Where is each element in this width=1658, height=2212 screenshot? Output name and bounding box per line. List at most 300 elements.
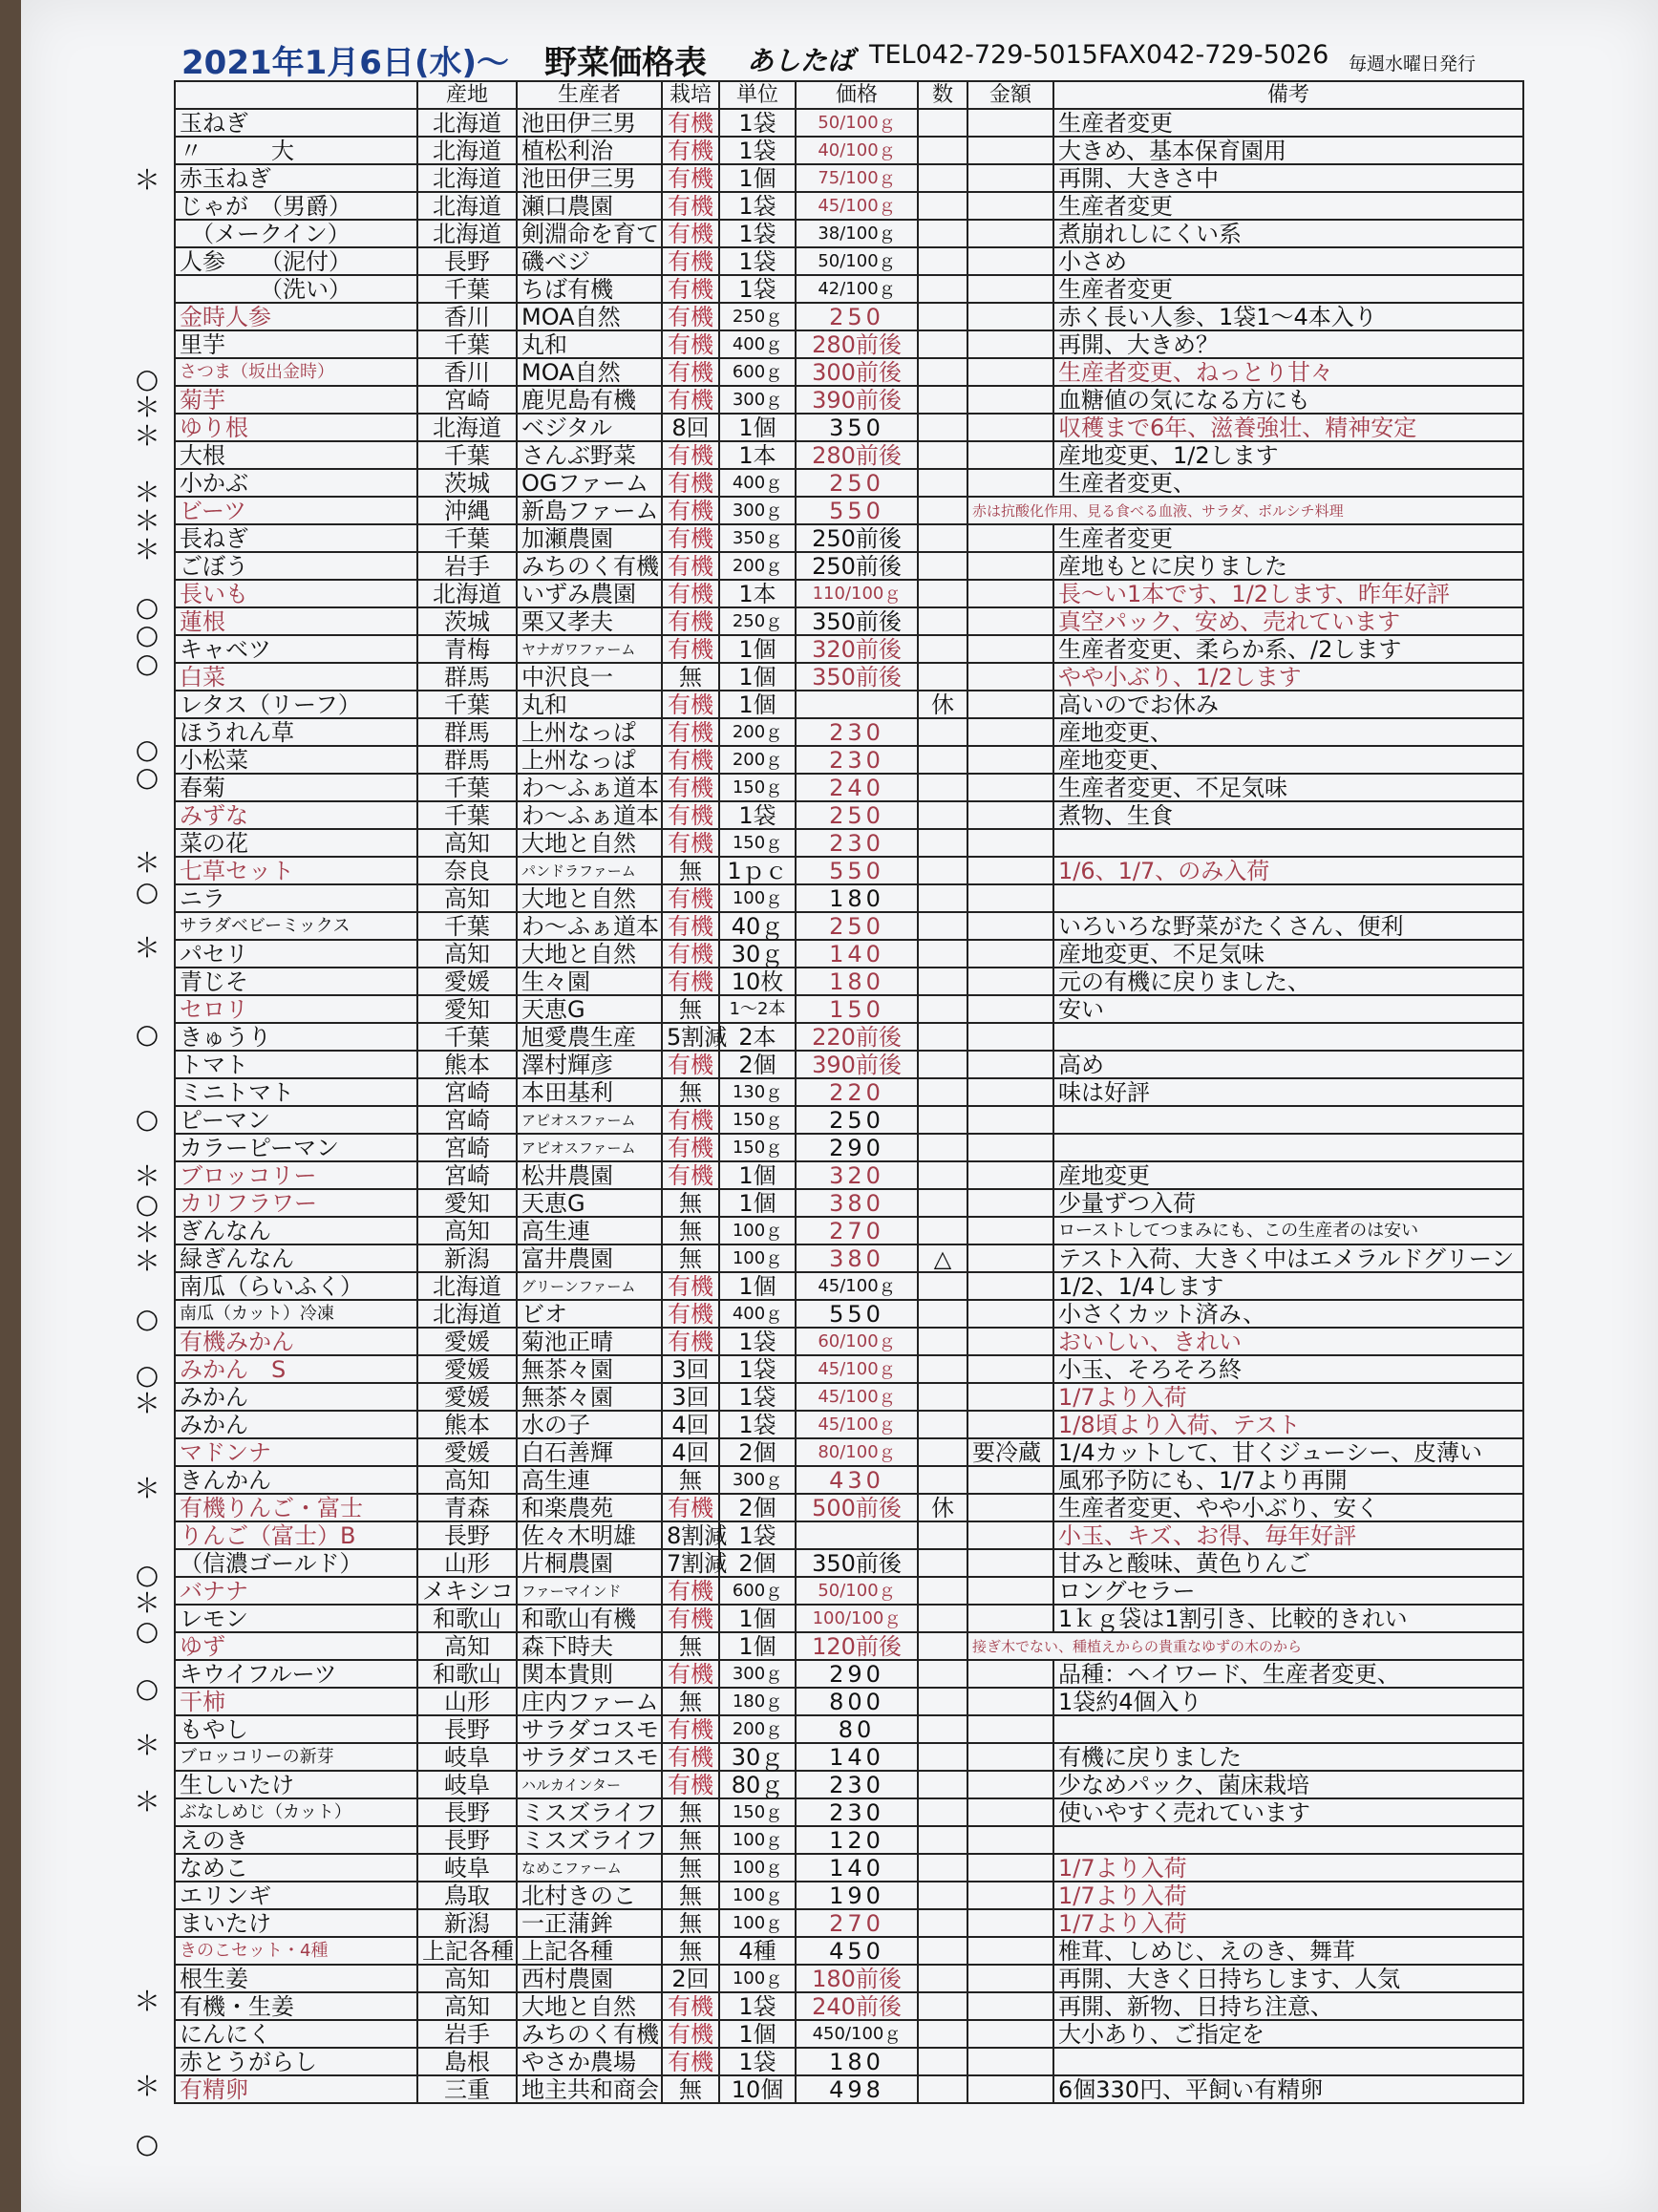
row-producer: みちのく有機: [517, 552, 662, 580]
row-amount: [967, 1688, 1053, 1715]
row-qty: [918, 1134, 967, 1161]
table-row: [175, 330, 1523, 358]
row-amount: [967, 1106, 1053, 1134]
row-price: 230: [796, 718, 918, 746]
col-price: 価格: [796, 81, 918, 109]
row-unit: 80ｇ: [719, 1771, 796, 1798]
circle-mark: ○: [135, 875, 159, 907]
asterisk-mark: [128, 2016, 166, 2044]
table-row: [175, 1605, 1523, 1632]
row-note: 生産者変更、ねっとり甘々: [1053, 358, 1523, 386]
row-origin: 熊本: [417, 1051, 517, 1078]
row-origin: 千葉: [417, 912, 517, 940]
row-producer: ヤナガワファーム: [517, 635, 662, 663]
row-cultivation: 無: [662, 1798, 719, 1826]
row-note: [1053, 1134, 1523, 1161]
row-note: 赤く長い人参、1袋1～4本入り: [1053, 303, 1523, 330]
row-origin: 群馬: [417, 718, 517, 746]
row-qty: [918, 1466, 967, 1494]
row-origin: 千葉: [417, 801, 517, 829]
row-name: えのき: [175, 1826, 417, 1854]
row-price: 230: [796, 746, 918, 774]
row-origin: 群馬: [417, 746, 517, 774]
table-row: [175, 441, 1523, 469]
row-unit: 1袋: [719, 1328, 796, 1355]
row-qty: [918, 247, 967, 275]
row-producer: 鹿児島有機: [517, 386, 662, 414]
asterisk-mark: ＊: [133, 534, 160, 565]
asterisk-mark: [128, 1845, 166, 1873]
row-qty: [918, 358, 967, 386]
row-qty: [918, 386, 967, 414]
row-qty: [918, 1272, 967, 1300]
row-origin: 沖縄: [417, 497, 517, 524]
row-producer: 富井農園: [517, 1244, 662, 1272]
row-note: ロングセラー: [1053, 1577, 1523, 1605]
row-producer: パンドラファーム: [517, 857, 662, 884]
row-producer: 生々園: [517, 968, 662, 995]
row-producer: みちのく有機: [517, 2020, 662, 2048]
row-producer: 大地と自然: [517, 1992, 662, 2020]
row-cultivation: 有機: [662, 580, 719, 607]
row-amount: [967, 1992, 1053, 2020]
table-row: [175, 1937, 1523, 1965]
row-cultivation: 有機: [662, 691, 719, 718]
table-row: [175, 469, 1523, 497]
table-row: [175, 164, 1523, 192]
row-name: 有機みかん: [175, 1328, 417, 1355]
row-producer: 本田基利: [517, 1078, 662, 1106]
price-sheet: [21, 0, 1658, 2212]
row-unit: 1袋: [719, 1411, 796, 1438]
row-note: 元の有機に戻りました、: [1053, 968, 1523, 995]
row-price: 250前後: [796, 524, 918, 552]
row-origin: 高知: [417, 884, 517, 912]
row-name: きのこセット・4種: [175, 1937, 417, 1965]
row-cultivation: 有機: [662, 1300, 719, 1328]
table-row: [175, 1854, 1523, 1882]
table-row: [175, 1383, 1523, 1411]
row-price: 180: [796, 2048, 918, 2075]
row-name: みかん: [175, 1383, 417, 1411]
row-name: カリフラワー: [175, 1189, 417, 1217]
row-name: ピーマン: [175, 1106, 417, 1134]
row-qty: [918, 1854, 967, 1882]
row-cultivation: 有機: [662, 469, 719, 497]
row-qty: [918, 275, 967, 303]
row-origin: 高知: [417, 1217, 517, 1244]
row-price: 230: [796, 1771, 918, 1798]
row-producer: わ～ふぁ道本: [517, 801, 662, 829]
row-price: 250: [796, 801, 918, 829]
row-producer: 大地と自然: [517, 940, 662, 968]
row-note: 生産者変更: [1053, 275, 1523, 303]
row-producer: アピオスファーム: [517, 1106, 662, 1134]
row-amount: [967, 330, 1053, 358]
row-unit: 200ｇ: [719, 1715, 796, 1743]
row-name: きゅうり: [175, 1023, 417, 1051]
asterisk-mark: [128, 223, 166, 250]
row-note: いろいろな野菜がたくさん、便利: [1053, 912, 1523, 940]
row-name: 南瓜（カット）冷凍: [175, 1300, 417, 1328]
row-qty: [918, 2075, 967, 2103]
table-row: [175, 663, 1523, 691]
asterisk-mark: ＊: [133, 1985, 160, 2017]
row-unit: 1個: [719, 1189, 796, 1217]
row-amount: [967, 1078, 1053, 1106]
row-cultivation: 無: [662, 1217, 719, 1244]
row-price: 350: [796, 414, 918, 441]
row-name: 春菊: [175, 774, 417, 801]
asterisk-mark: [128, 707, 166, 734]
row-price: 290: [796, 1660, 918, 1688]
table-row: [175, 1328, 1523, 1355]
row-cultivation: 有機: [662, 1771, 719, 1798]
table-row: [175, 1051, 1523, 1078]
row-price: 230: [796, 1798, 918, 1826]
row-cultivation: 有機: [662, 386, 719, 414]
row-price: 550: [796, 497, 918, 524]
asterisk-mark: [128, 1759, 166, 1787]
row-producer: 丸和: [517, 330, 662, 358]
row-origin: 高知: [417, 1632, 517, 1660]
col-producer: 生産者: [517, 81, 662, 109]
asterisk-mark: ＊: [133, 1729, 160, 1761]
table-row: [175, 552, 1523, 580]
row-cultivation: 3回: [662, 1355, 719, 1383]
row-amount: [967, 1217, 1053, 1244]
row-qty: [918, 829, 967, 857]
row-cultivation: 有機: [662, 1715, 719, 1743]
table-row: [175, 1106, 1523, 1134]
row-cultivation: 有機: [662, 358, 719, 386]
table-row: [175, 192, 1523, 220]
table-row: [175, 1715, 1523, 1743]
row-qty: [918, 1023, 967, 1051]
table-row: [175, 1078, 1523, 1106]
row-name: パセリ: [175, 940, 417, 968]
table-row: [175, 857, 1523, 884]
row-unit: 1個: [719, 164, 796, 192]
asterisk-mark: ＊: [133, 419, 160, 452]
row-unit: 1袋: [719, 247, 796, 275]
row-qty: [918, 1328, 967, 1355]
row-unit: 150ｇ: [719, 1798, 796, 1826]
row-qty: [918, 801, 967, 829]
row-unit: 30ｇ: [719, 1743, 796, 1771]
row-origin: 上記各種: [417, 1937, 517, 1965]
row-unit: 100ｇ: [719, 1965, 796, 1992]
row-producer: 水の子: [517, 1411, 662, 1438]
row-name: 大根: [175, 441, 417, 469]
row-qty: [918, 1161, 967, 1189]
row-origin: 北海道: [417, 220, 517, 247]
asterisk-mark: [128, 792, 166, 819]
row-unit: 2個: [719, 1494, 796, 1521]
row-price: 498: [796, 2075, 918, 2103]
asterisk-mark: ＊: [133, 505, 160, 538]
row-origin: 北海道: [417, 109, 517, 137]
row-price: 75/100ｇ: [796, 164, 918, 192]
row-origin: 北海道: [417, 1272, 517, 1300]
row-note: 1/7より入荷: [1053, 1383, 1523, 1411]
row-unit: 2個: [719, 1051, 796, 1078]
row-name: 里芋: [175, 330, 417, 358]
table-row: [175, 1882, 1523, 1909]
row-producer: 地主共和商会: [517, 2075, 662, 2103]
asterisk-mark: [128, 194, 166, 222]
row-qty: [918, 663, 967, 691]
row-origin: 鳥取: [417, 1882, 517, 1909]
row-unit: 600ｇ: [719, 1577, 796, 1605]
row-unit: 300ｇ: [719, 497, 796, 524]
row-name: マドンナ: [175, 1438, 417, 1466]
row-note: 高め: [1053, 1051, 1523, 1078]
row-cultivation: 有機: [662, 1106, 719, 1134]
row-amount: [967, 414, 1053, 441]
row-producer: ミスズライフ: [517, 1798, 662, 1826]
row-amount: 接ぎ木でない、種植えからの貴重なゆずの木のから: [967, 1632, 1523, 1660]
row-name: りんご（富士）B: [175, 1521, 417, 1549]
row-amount: [967, 2048, 1053, 2075]
row-qty: [918, 1189, 967, 1217]
row-qty: △: [918, 1244, 967, 1272]
row-unit: 300ｇ: [719, 386, 796, 414]
row-unit: 2個: [719, 1438, 796, 1466]
row-amount: [967, 1189, 1053, 1217]
row-name: 菊芋: [175, 386, 417, 414]
row-name: 玉ねぎ: [175, 109, 417, 137]
fax: FAX042-729-5026: [1098, 40, 1329, 70]
row-note: 大小あり、ご指定を: [1053, 2020, 1523, 2048]
table-row: [175, 220, 1523, 247]
table-row: [175, 1438, 1523, 1466]
row-unit: 100ｇ: [719, 1882, 796, 1909]
row-qty: [918, 1992, 967, 2020]
row-amount: [967, 746, 1053, 774]
row-unit: 1個: [719, 1605, 796, 1632]
row-cultivation: 有機: [662, 275, 719, 303]
circle-mark: ○: [135, 1615, 159, 1648]
row-origin: 岩手: [417, 552, 517, 580]
row-cultivation: 無: [662, 995, 719, 1023]
row-note: 小さくカット済み、: [1053, 1300, 1523, 1328]
row-producer: 池田伊三男: [517, 164, 662, 192]
row-note: 6個330円、平飼い有精卵: [1053, 2075, 1523, 2103]
row-amount: [967, 968, 1053, 995]
row-name: ごぼう: [175, 552, 417, 580]
row-qty: [918, 1438, 967, 1466]
col-origin: 産地: [417, 81, 517, 109]
row-price: 380: [796, 1244, 918, 1272]
asterisk-mark: [128, 1134, 166, 1161]
row-price: 100/100ｇ: [796, 1605, 918, 1632]
row-qty: [918, 1826, 967, 1854]
row-qty: [918, 1743, 967, 1771]
row-amount: [967, 940, 1053, 968]
row-origin: メキシコ: [417, 1577, 517, 1605]
col-amount: 金額: [967, 81, 1053, 109]
row-amount: [967, 663, 1053, 691]
table-row: [175, 635, 1523, 663]
row-price: 45/100ｇ: [796, 1355, 918, 1383]
row-producer: 上州なっぱ: [517, 746, 662, 774]
row-cultivation: 無: [662, 1826, 719, 1854]
row-note: 生産者変更: [1053, 192, 1523, 220]
row-origin: 千葉: [417, 275, 517, 303]
row-qty: [918, 469, 967, 497]
row-origin: 千葉: [417, 774, 517, 801]
row-note: [1053, 884, 1523, 912]
row-qty: [918, 1688, 967, 1715]
row-qty: [918, 552, 967, 580]
row-producer: MOA自然: [517, 303, 662, 330]
table-row: [175, 774, 1523, 801]
row-producer: 池田伊三男: [517, 109, 662, 137]
row-qty: [918, 1715, 967, 1743]
row-unit: 1個: [719, 1632, 796, 1660]
row-unit: 1個: [719, 663, 796, 691]
row-qty: [918, 2048, 967, 2075]
row-name: ミニトマト: [175, 1078, 417, 1106]
row-producer: OGファーム: [517, 469, 662, 497]
table-row: [175, 1660, 1523, 1688]
row-producer: いずみ農園: [517, 580, 662, 607]
circle-mark: ○: [135, 1103, 159, 1135]
row-cultivation: 3回: [662, 1383, 719, 1411]
row-price: 500前後: [796, 1494, 918, 1521]
row-name: 青じそ: [175, 968, 417, 995]
row-note: 生産者変更、やや小ぶり、安く: [1053, 1494, 1523, 1521]
asterisk-mark: ＊: [133, 1159, 160, 1192]
row-name: カラーピーマン: [175, 1134, 417, 1161]
table-row: [175, 275, 1523, 303]
col-name: [175, 81, 417, 109]
table-row: [175, 995, 1523, 1023]
row-qty: [918, 303, 967, 330]
row-note: 安い: [1053, 995, 1523, 1023]
row-origin: 北海道: [417, 164, 517, 192]
row-name: ゆず: [175, 1632, 417, 1660]
row-price: 250: [796, 912, 918, 940]
row-unit: 1個: [719, 1272, 796, 1300]
table-row: [175, 1023, 1523, 1051]
row-origin: 岐阜: [417, 1771, 517, 1798]
circle-mark: ○: [135, 1302, 159, 1334]
asterisk-mark: [128, 138, 166, 165]
row-name: 白菜: [175, 663, 417, 691]
row-unit: 4種: [719, 1937, 796, 1965]
table-row: [175, 968, 1523, 995]
row-amount: [967, 635, 1053, 663]
row-unit: 10個: [719, 2075, 796, 2103]
row-cultivation: 有機: [662, 801, 719, 829]
row-cultivation: 有機: [662, 247, 719, 275]
tel: TEL042-729-5015: [869, 40, 1098, 70]
row-origin: 高知: [417, 1965, 517, 1992]
row-origin: 愛媛: [417, 1438, 517, 1466]
row-origin: 三重: [417, 2075, 517, 2103]
row-origin: 島根: [417, 2048, 517, 2075]
row-amount: [967, 691, 1053, 718]
row-note: 少なめパック、菌床栽培: [1053, 1771, 1523, 1798]
row-producer: 北村きのこ: [517, 1882, 662, 1909]
row-name: 七草セット: [175, 857, 417, 884]
row-origin: 長野: [417, 1521, 517, 1549]
row-note: 生産者変更、不足気味: [1053, 774, 1523, 801]
table-row: [175, 1632, 1523, 1660]
row-name: ほうれん草: [175, 718, 417, 746]
row-amount: [967, 2075, 1053, 2103]
row-cultivation: 有機: [662, 2020, 719, 2048]
row-cultivation: 有機: [662, 1494, 719, 1521]
row-unit: 600ｇ: [719, 358, 796, 386]
table-row: [175, 524, 1523, 552]
row-producer: 磯ベジ: [517, 247, 662, 275]
row-name: 金時人参: [175, 303, 417, 330]
row-name: 有精卵: [175, 2075, 417, 2103]
row-note: 使いやすく売れています: [1053, 1798, 1523, 1826]
row-cultivation: 有機: [662, 109, 719, 137]
row-name: 赤とうがらし: [175, 2048, 417, 2075]
row-cultivation: 有機: [662, 164, 719, 192]
row-amount: [967, 1272, 1053, 1300]
row-origin: 和歌山: [417, 1605, 517, 1632]
table-row: [175, 109, 1523, 137]
circle-mark: ○: [135, 733, 159, 765]
row-producer: ハルカインター: [517, 1771, 662, 1798]
row-origin: 熊本: [417, 1411, 517, 1438]
row-price: 280前後: [796, 330, 918, 358]
row-unit: 100ｇ: [719, 1826, 796, 1854]
row-amount: [967, 441, 1053, 469]
row-amount: [967, 1521, 1053, 1549]
asterisk-mark: [128, 109, 166, 137]
row-amount: [967, 1826, 1053, 1854]
row-note: 品種：ヘイワード、生産者変更、: [1053, 1660, 1523, 1688]
row-note: 煮崩れしにくい系: [1053, 220, 1523, 247]
row-qty: [918, 884, 967, 912]
row-unit: 1袋: [719, 1992, 796, 2020]
row-amount: [967, 358, 1053, 386]
row-cultivation: 無: [662, 1466, 719, 1494]
row-qty: [918, 1632, 967, 1660]
row-cultivation: 有機: [662, 1743, 719, 1771]
row-unit: 30ｇ: [719, 940, 796, 968]
row-price: 390前後: [796, 386, 918, 414]
row-note: ローストしてつまみにも、この生産者のは安い: [1053, 1217, 1523, 1244]
row-qty: [918, 524, 967, 552]
row-qty: [918, 1549, 967, 1577]
row-producer: 旭愛農生産: [517, 1023, 662, 1051]
row-cultivation: 有機: [662, 940, 719, 968]
row-producer: 大地と自然: [517, 884, 662, 912]
row-producer: ちば有機: [517, 275, 662, 303]
row-cultivation: 有機: [662, 220, 719, 247]
row-price: 800: [796, 1688, 918, 1715]
row-unit: 400ｇ: [719, 330, 796, 358]
row-unit: 1袋: [719, 137, 796, 164]
row-note: 再開、大きく日持ちします、人気: [1053, 1965, 1523, 1992]
row-producer: わ～ふぁ道本: [517, 774, 662, 801]
table-row: [175, 1992, 1523, 2020]
row-producer: 栗又孝夫: [517, 607, 662, 635]
asterisk-mark: [128, 336, 166, 364]
table-row: [175, 1965, 1523, 1992]
row-qty: [918, 441, 967, 469]
row-amount: [967, 137, 1053, 164]
asterisk-mark: ＊: [133, 932, 160, 965]
